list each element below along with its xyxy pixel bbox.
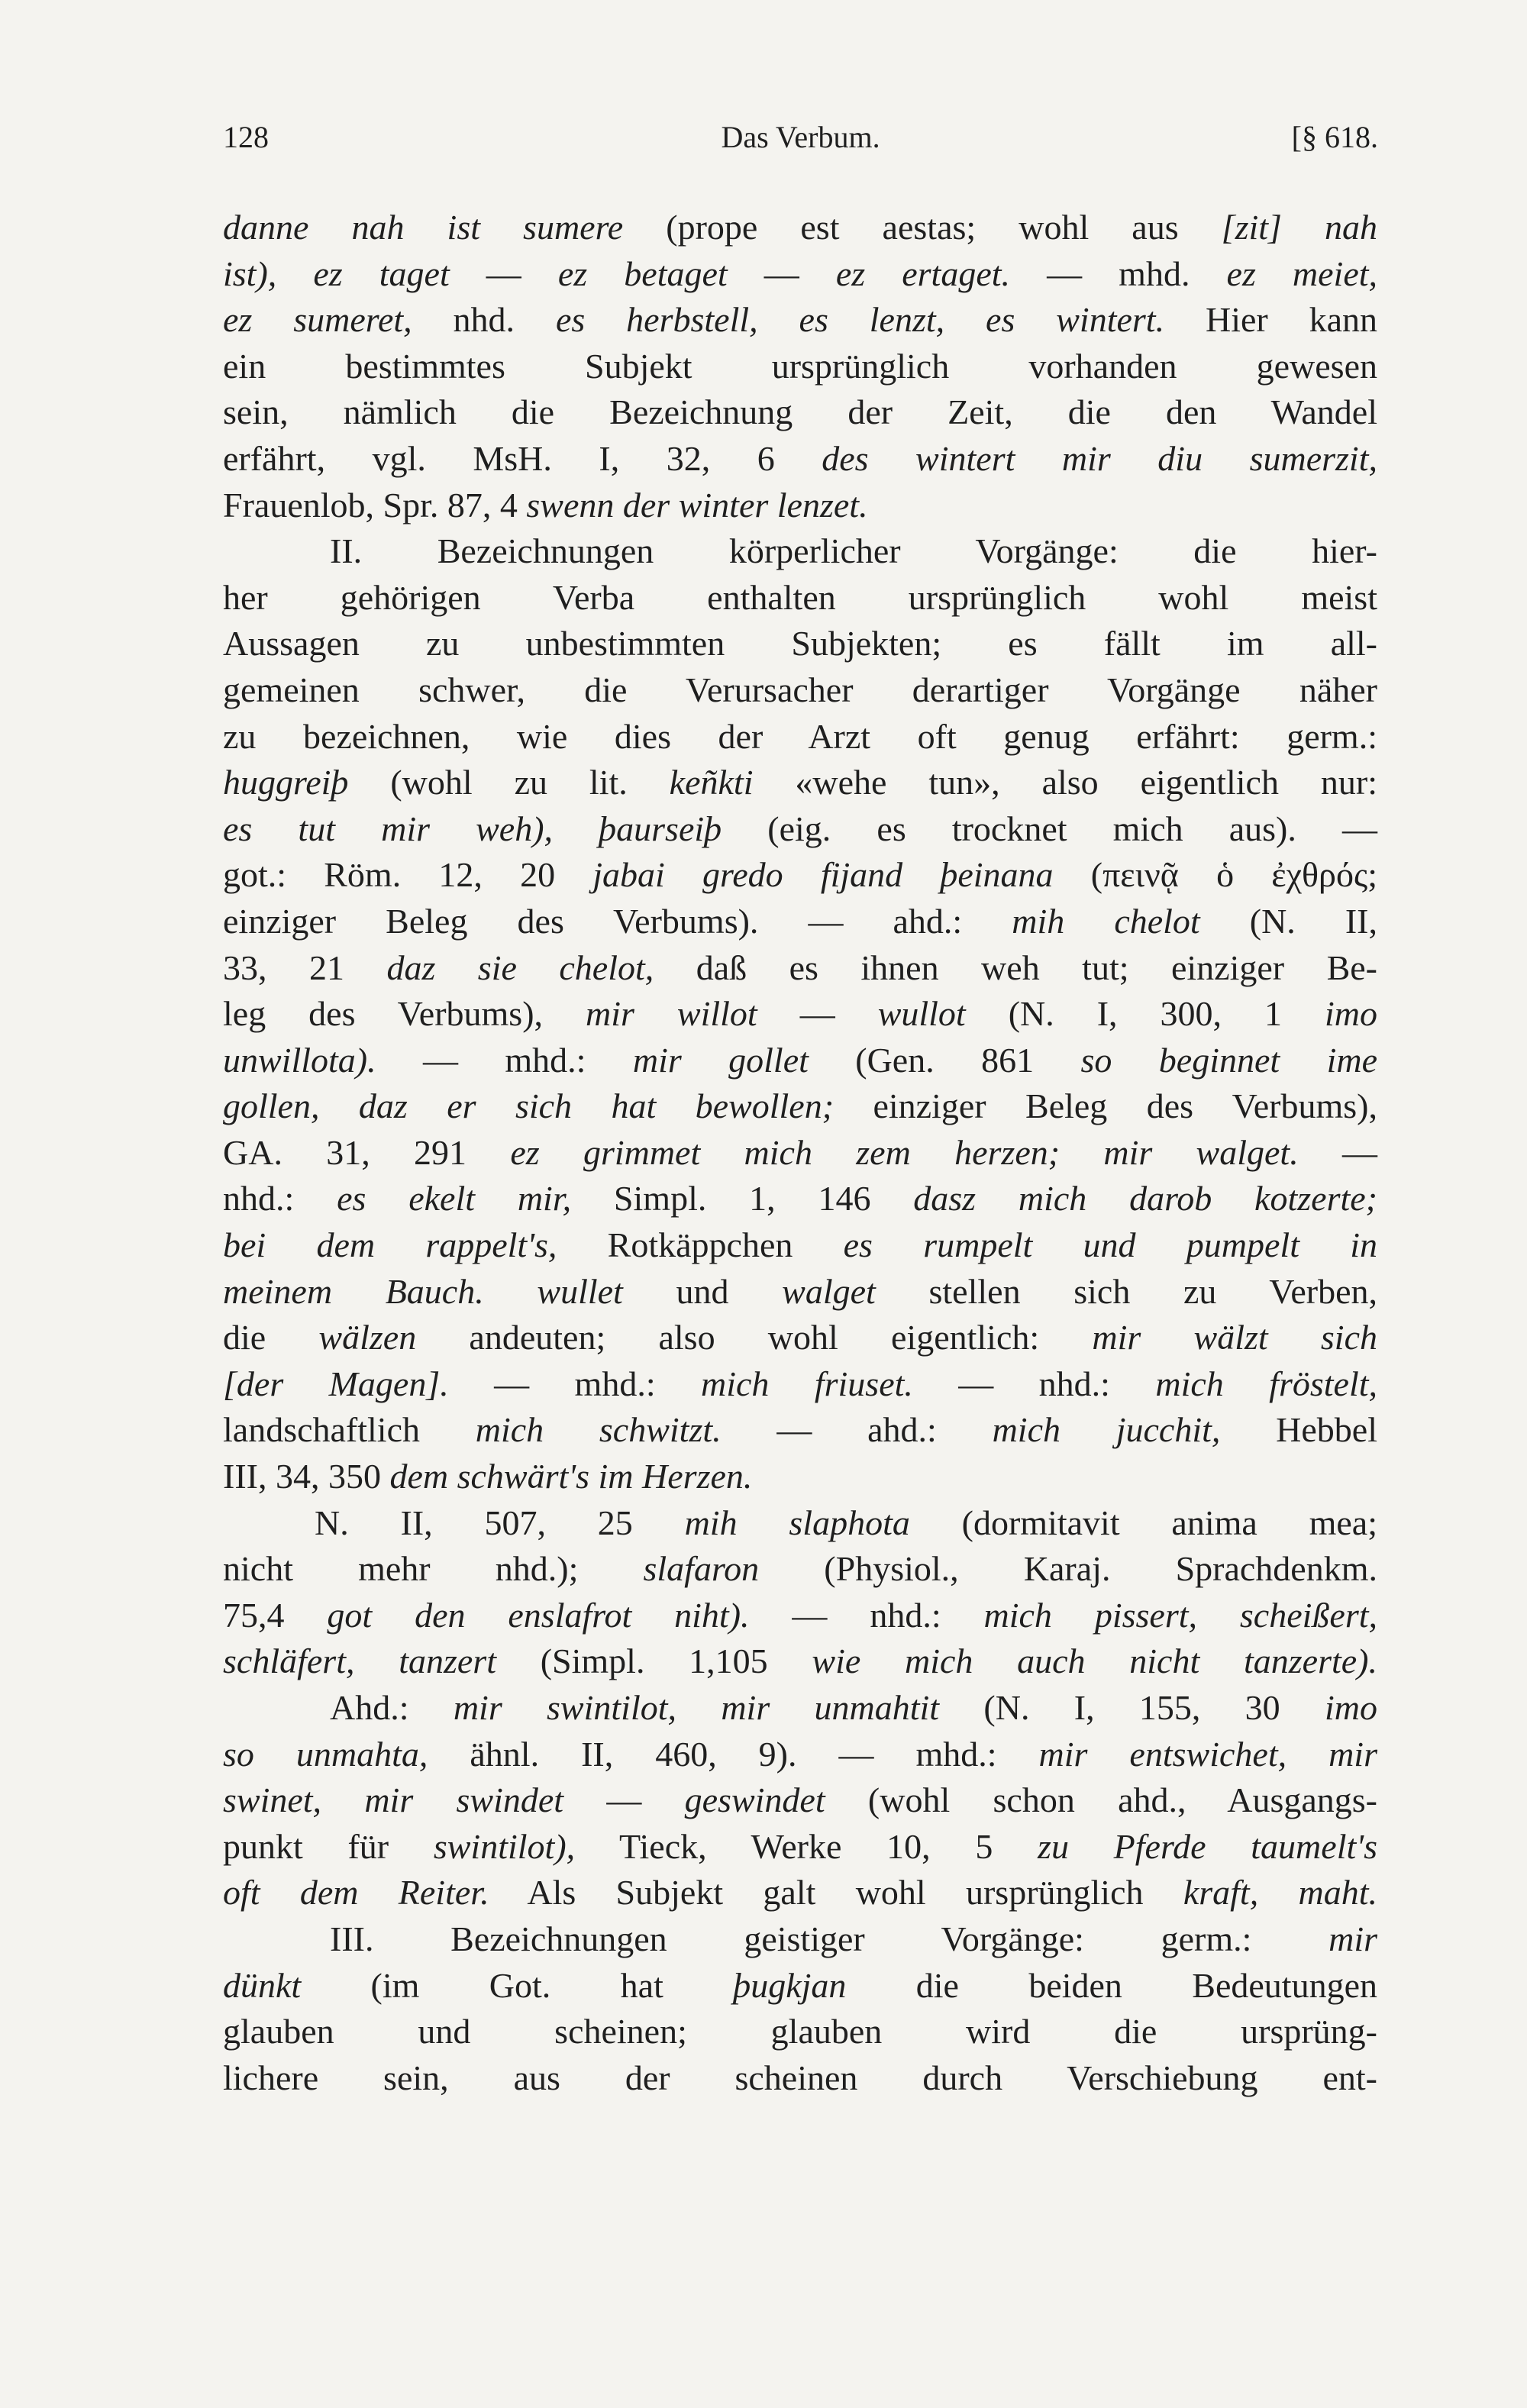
text-line: lichere sein, aus der scheinen durch Verschiebung ent- [223, 2058, 1377, 2097]
text-line: Ahd.: mir swintilot, mir unmahtit (N. I, 155, 30 imo [330, 1688, 1377, 1727]
text-line: ist), ez taget — ez betaget — ez ertaget. — mhd. ez meiet, [223, 253, 1378, 293]
text-line: ez sumeret, nhd. es herbstell, es lenzt, es wintert. Hier kann [223, 300, 1378, 340]
text-line: die wälzen andeuten; also wohl eigentlich: mir wälzt sich [223, 1318, 1377, 1357]
text-line: erfährt, vgl. MsH. I, 32, 6 des wintert mir diu sumerzit, [223, 438, 1377, 478]
text-line: unwillota). — mhd.: mir gollet (Gen. 861 so beginnet ime [223, 1040, 1377, 1080]
text-line: her gehörigen Verba enthalten ursprünglich wohl meist [223, 577, 1377, 617]
text-line: landschaftlich mich schwitzt. — ahd.: mich jucchit, Hebbel [223, 1410, 1377, 1450]
text-line: einziger Beleg des Verbums). — ahd.: mih chelot (N. II, [223, 901, 1377, 941]
text-line: nicht mehr nhd.); slafaron (Physiol., Karaj. Sprachdenkm. [223, 1549, 1378, 1589]
text-line: 75,4 got den enslafrot niht). — nhd.: mich pissert, scheißert, [223, 1595, 1378, 1635]
text-line: gollen, daz er sich hat bewollen; einziger Beleg des Verbums), [223, 1086, 1377, 1126]
text-line: got.: Röm. 12, 20 jabai gredo fijand þeinana (πεινᾷ ὁ ἐχθρός; [223, 855, 1377, 895]
text-line: huggreiþ (wohl zu lit. keñkti «wehe tun», also eigentlich nur: [223, 763, 1377, 802]
text-line: glauben und scheinen; glauben wird die ursprüng- [223, 2012, 1377, 2051]
text-line: Frauenlob, Spr. 87, 4 swenn der winter lenzet. [223, 485, 868, 525]
text-line: zu bezeichnen, wie dies der Arzt oft genug erfährt: germ.: [223, 716, 1377, 756]
text-line: swinet, mir swindet — geswindet (wohl schon ahd., Ausgangs- [223, 1780, 1377, 1820]
text-line: III, 34, 350 dem schwärt's im Herzen. [223, 1457, 753, 1496]
text-line: N. II, 507, 25 mih slaphota (dormitavit anima mea; [315, 1503, 1377, 1542]
text-line: dünkt (im Got. hat þugkjan die beiden Bedeutungen [223, 1965, 1377, 2005]
text-line: so unmahta, ähnl. II, 460, 9). — mhd.: mir entswichet, mir [223, 1734, 1377, 1774]
text-line: Aussagen zu unbestimmten Subjekten; es fällt im all- [223, 624, 1377, 663]
text-line: meinem Bauch. wullet und walget stellen sich zu Verben, [223, 1271, 1377, 1311]
section-reference: [§ 618. [1291, 120, 1378, 154]
running-title: Das Verbum. [721, 120, 880, 154]
text-line: gemeinen schwer, die Verursacher derartiger Vorgänge näher [223, 670, 1377, 709]
text-line: oft dem Reiter. Als Subjekt galt wohl ursprünglich kraft, maht. [223, 1873, 1377, 1913]
text-line: ein bestimmtes Subjekt ursprünglich vorhanden gewesen [223, 346, 1377, 386]
text-line: danne nah ist sumere (prope est aestas; wohl aus [zit] nah [223, 208, 1377, 247]
page-number: 128 [223, 120, 269, 154]
text-line: GA. 31, 291 ez grimmet mich zem herzen; mir walget. — [223, 1132, 1377, 1172]
text-line: es tut mir weh), þaurseiþ (eig. es trocknet mich aus). — [223, 809, 1377, 848]
text-line: II. Bezeichnungen körperlicher Vorgänge: die hier- [330, 531, 1377, 571]
text-line: bei dem rappelt's, Rotkäppchen es rumpelt und pumpelt in [223, 1225, 1377, 1265]
text-line: nhd.: es ekelt mir, Simpl. 1, 146 dasz mich darob kotzerte; [223, 1179, 1377, 1219]
body-text [223, 205, 1377, 2101]
text-line: III. Bezeichnungen geistiger Vorgänge: germ.: mir [330, 1919, 1377, 1958]
text-line: 33, 21 daz sie chelot, daß es ihnen weh tut; einziger Be- [223, 947, 1377, 987]
text-line: [der Magen]. — mhd.: mich friuset. — nhd.: mich fröstelt, [223, 1364, 1378, 1403]
running-header [223, 115, 1378, 160]
text-line: sein, nämlich die Bezeichnung der Zeit, die den Wandel [223, 392, 1377, 432]
text-line: leg des Verbums), mir willot — wullot (N. I, 300, 1 imo [223, 994, 1378, 1034]
text-line: punkt für swintilot), Tieck, Werke 10, 5 zu Pferde taumelt's [223, 1826, 1377, 1866]
text-line: schläfert, tanzert (Simpl. 1,105 wie mich auch nicht tanzerte). [223, 1641, 1377, 1681]
